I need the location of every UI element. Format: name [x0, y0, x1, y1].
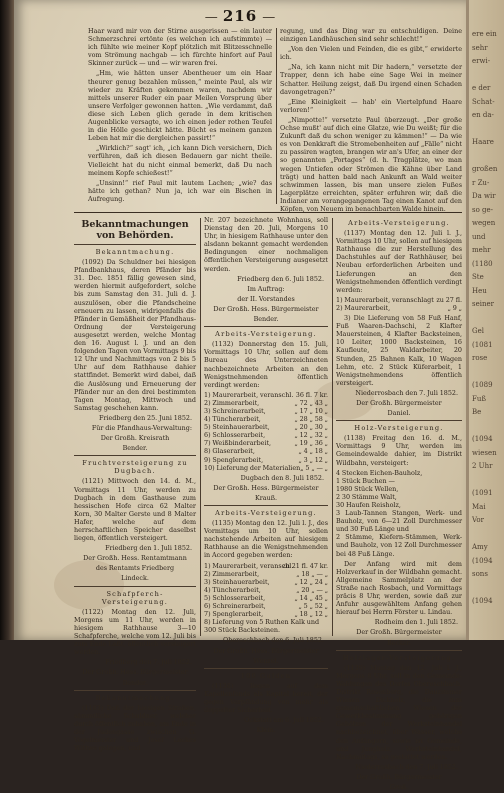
cost-item-label: 6) Schlosserarbeit,	[204, 431, 266, 440]
cost-item-amount: „ 4 „ 18 „	[298, 447, 328, 456]
adjacent-text-fragment: großen	[472, 165, 498, 173]
cost-list-item	[204, 456, 328, 464]
cost-list-item	[204, 464, 328, 472]
wood-list-item: 2 30 Stämme Walt,	[336, 492, 397, 501]
adjacent-text-fragment: Schat-	[472, 97, 495, 106]
cost-item-label: 3) Steinhauerarbeit,	[204, 577, 270, 586]
cost-list-item	[204, 586, 328, 594]
notice-text: 3) Die Lieferung von 58 Fuß Hanf, Fuß Waaren-Dachschi, 2 Klafter Mauersteinen, 4 Klafter Backsteinen, 10 Leiter, 1000 Backsteinen, 16 Kaufleute, 25 Waldarbeiter, 20 Stunden, 25 Bahnen Kalk, 10 Wagen Lehm, etc. 2 Stück Küferarbeit, 1 Wenigstnehmendens öffentlich versteigert.	[336, 314, 462, 387]
adjacent-text-fragment: en da-	[472, 111, 494, 119]
notice-place-date: Niederrosbach den 7. Juli 1852.	[355, 762, 458, 771]
cost-item-amount: 36 fl. 7 kr.	[295, 390, 328, 399]
cost-list	[204, 562, 328, 635]
cost-list-item	[336, 296, 462, 304]
cost-list-item	[204, 415, 328, 423]
notice-place-date: Obereschbach den 6. Juli 1852.	[223, 636, 324, 645]
notice-text: (1138) Freitag den 16. d. M., Vormittags 9 Uhr, werden im Gemeindewalde dahier, im Distrikt Wildbahn, versteigert:	[336, 434, 462, 467]
notice-place-date: Niederrosbach den 7. Juli 1852.	[355, 388, 458, 397]
divider	[74, 455, 196, 456]
cost-item-amount: „ 17 „ 10 „	[294, 406, 328, 415]
adjacent-text-fragment: Amy	[472, 543, 488, 551]
wood-list-item: 30 Haufen Reisholz,	[336, 501, 401, 509]
cost-list-item	[204, 570, 328, 578]
divider	[204, 505, 328, 506]
cost-list-item	[204, 439, 328, 447]
notice-title: Holz-Versteigerung.	[354, 424, 444, 433]
cost-item-amount: „ 20 „ 30 „	[294, 423, 328, 432]
story-paragraph: „Na, ich kann nicht mit Dir hadern,“ versetzte der Trapper, denn ich habe eine Sage Wei in meiner Schatter. Heilung zeigst, daß Du irgend einen Schaden davongetragen?“	[280, 63, 462, 96]
story-column-left	[88, 27, 272, 205]
adjacent-text-fragment: Da wir	[472, 192, 496, 200]
adjacent-text-fragment: erwi-	[472, 57, 491, 65]
newspaper-page	[14, 0, 466, 791]
notice-place-date: Friedberg den 7. Juli 1852.	[105, 658, 192, 667]
page-header	[14, 6, 466, 26]
cost-item-label: 6) Schreinerarbeit,	[204, 602, 266, 611]
cost-item-label: 5) Steinhauerarbeit,	[204, 423, 270, 432]
adjacent-text-fragment: Ste	[472, 273, 484, 281]
adjacent-text-fragment: wiesen	[472, 448, 497, 457]
divider	[204, 668, 328, 669]
cost-item-label: 5) Schlosserarbeit,	[204, 593, 266, 602]
cost-item-label: 2) Maurerarbeit,	[336, 303, 391, 312]
notice-title: Arbeits-Versteigerung.	[215, 330, 317, 339]
notice-signature: Becker.	[386, 638, 412, 647]
cost-list-item	[204, 423, 328, 431]
header-dash-left: —	[204, 10, 218, 25]
cost-item-amount: „ 18 „ 12 „	[294, 610, 328, 619]
notice-signature: Im Auftrag:	[247, 284, 285, 293]
notice-signature: Wenzel.	[253, 656, 279, 665]
adjacent-text-fragment: rose	[472, 354, 488, 362]
cost-item-amount: „ 19 „ 36 „	[294, 439, 328, 448]
cost-item-label: 1) Maurerarbeit, veranschl.	[204, 561, 294, 570]
cost-item-amount: „ 12 „ 32 „	[294, 431, 328, 440]
notice-title: Bekanntmachung.	[95, 693, 175, 702]
notice-signature: Lindeck.	[121, 574, 149, 583]
cost-list-item	[204, 407, 328, 415]
adjacent-text-fragment: (1089	[472, 381, 493, 389]
notice-title: Arbeits-Versteigerung.	[215, 509, 317, 517]
cost-list	[336, 296, 462, 312]
story-paragraph: „Von den Vielen und Feinden, die es gibt,“ erwiderte ich.	[280, 45, 462, 62]
adjacent-text-fragment: (1091	[472, 489, 493, 497]
notice-title: Arbeits-Versteigerung.	[348, 219, 450, 227]
cost-list-item	[204, 626, 328, 634]
adjacent-text-fragment: so ge-	[472, 205, 494, 214]
adjacent-text-fragment: seiner	[472, 300, 494, 308]
story-paragraph: regung, und das Ding war zu entschuldigen. Deine einzigen Landhäuschen sind sehr schlecht!“	[280, 27, 462, 44]
adjacent-text-fragment: r Zu-	[472, 178, 490, 187]
notice-signature: Der Großh. Kreisrath	[100, 434, 170, 443]
cost-item-label: 300 Stück Backsteinen.	[204, 626, 281, 635]
story-paragraph: „Nimpotte!“ versetzte Paul überzeugt. „Der große Ochse mußt' auf dich eine Glatze, wie Du weißt; für die Zukunft daß du schon weniger zu kämmen!“ — Da wie es von Denkkraft die Stromebenheiten auf „Fälle“ nicht zu passiren wagten, brangen wir an's Ufer, an einer der so genannten „Portages“ (d. h. Tragplätze, wo man wegen Untiefen oder Strömen die Kähne über Land trägt) und hatten bald nach Ankunft an Wald weiter schwimmen lassen, bis man unsere zielen Fußes Lagerplätze erreichten, später erfuhren wir, daß die Indianer am vorangegangenen Tag einen Kanot auf den Köpfen, von Neuem im benachbarten Walde hinein.	[280, 115, 462, 213]
divider	[336, 420, 462, 421]
divider	[74, 690, 196, 691]
notice-text: (1136) liegen auf dem Kapellenfonds als Kapital bereit, der gegen Verpfändung von mehr als doppelter Sicherheit.	[204, 681, 328, 715]
header-dash-right: —	[262, 10, 276, 25]
adjacent-text-fragment: und	[472, 232, 486, 241]
notice-title: Fruchtversteigerung zu Dugbach.	[82, 459, 188, 476]
divider	[336, 650, 462, 651]
notice-signature: Der Großh. Hess. Bürgermeister	[213, 483, 319, 492]
notice-place-date: Friedberg den 25. Juni 1852.	[98, 413, 192, 422]
wood-list-item: 1 Stück Buchen —	[336, 476, 395, 485]
notice-place-date: Friedberg den 6. Juli 1852.	[237, 274, 324, 283]
cost-list-item	[204, 562, 328, 570]
notice-place-date: Friedberg den 1. Juli 1852.	[105, 544, 192, 553]
cost-item-amount: zu 21 fl. 47 kr.	[282, 561, 328, 570]
notice-signature: Der Großh. Hess. Bürgermeister	[213, 304, 319, 313]
notice-text: (1122) Montag den 12. Juli, Morgens um 11 Uhr, werden in hiesigem Rathhause 3—10 Schafpferche, welche vom 12. Juli bis zum Ende Laßt, öffentlich versteigert werden.	[74, 607, 196, 657]
divider	[74, 244, 196, 245]
cost-item-label: 3) Schreinerarbeit,	[204, 406, 266, 415]
cost-item-amount: „ 18 „ — „	[296, 569, 328, 578]
adjacent-text-fragment: Gel	[472, 327, 484, 335]
cost-item-label: 7) Weißbinderarbeit,	[204, 439, 272, 448]
notice-title: Holzlager-Versteigerung.	[342, 653, 456, 662]
cost-list	[204, 391, 328, 472]
adjacent-text-fragment: 2 Uhr	[472, 462, 493, 470]
adjacent-text-fragment: (1081	[472, 340, 493, 349]
notice-text: (1132) Donnerstag den 15. Juli, Vormittags 10 Uhr, sollen auf dem Bureau des Unterzeichneten nachbezeichnete Arbeiten an den Wenigstnehmenden öffentlich verdingt werden:	[204, 340, 328, 389]
notice-title: 100 Gulden	[240, 671, 292, 680]
notice-text: (1121) Mittwoch den 14. d. M., Vormittags 11 Uhr, werden zu Dugbach in dem Gasthause zum hessischen Hofe circa 62 Malter Korn, 30 Malter Gerste und 8 Malter Hafer, welche auf dem herrschaftlichen Speicher daselbst liegen, öffentlich versteigert.	[74, 477, 196, 543]
notice-text: (1137) Montag den 12. Juli l. J., Vormittags 10 Uhr, sollen auf hiesigem Rathhause die zur Herstellung des Dachstuhles auf der Rathhäuser, bei Neubau erforderlichen Arbeiten und Lieferungen an den Wenigstnehmenden öffentlich verdingt werden:	[336, 229, 462, 294]
notice-text: (1139) Montag den 12. Juli l. J., Morgens 8 Uhr, soll in den Gemeinde-Waldungen des Dorfes Obereschbach, Distrikt Rosenberg, die Dauzimmer Wiesen Dickholz, die zum gemeinschaftlichen Wiesen der Gewerkbestimmung gehörigen Gehölzen der Werksteinhandel nachbezeichnet, über Wasser, welche den Anfängern, sowie ist Gemeinde, und Jungholz, Werksteinhandel, Nachmittags, so gestattet werden.	[336, 663, 462, 761]
cost-item-label: 9) Spenglerarbeit,	[204, 455, 264, 464]
adjacent-text-fragment: Mai	[472, 502, 486, 511]
adjacent-text-fragment: (1180	[472, 259, 493, 268]
divider	[74, 586, 196, 587]
cost-item-amount: „ 3 „ 12 „	[298, 455, 328, 464]
notice-signature: Groß.	[389, 783, 409, 791]
adjacent-page-edge	[466, 0, 504, 640]
notice-place-date: Dugbach den 8. Juli 1852.	[240, 473, 324, 482]
notice-signature: Der Großh. Bürgermeister	[356, 628, 442, 637]
cost-list-item	[204, 399, 328, 407]
adjacent-text-fragment: e der	[472, 84, 491, 92]
cost-item-amount: „ 14 „ 45 „	[294, 593, 328, 602]
notice-text: Der Anfang wird mit dem Holzverkauf in der Wildbahn gemacht. Allgemeine Sammelplatz an der Straße nach Rosbach, und Vormittags präcis 8 Uhr, werden, sowie daß zur Anfuhr ausgewähltem Anfang gehen hierauf bei Herrn Förster u. Lindau.	[336, 559, 462, 617]
adjacent-text-fragment: Fuß	[472, 394, 487, 403]
notice-signature: Krauß.	[254, 493, 278, 502]
notice-signature: Der Großh. Hess. Rentamtmann	[83, 554, 187, 563]
cost-list-item	[204, 447, 328, 455]
column-divider	[200, 218, 201, 636]
wood-list-item: 3 Laub-Tannen Stangen, Werk- und Bauholz, von 6—21 Zoll Durchmesser und 30 Fuß Länge und	[336, 509, 462, 534]
cost-item-label: 8) Lieferung von 5 Ruthen Kalk und	[204, 618, 320, 627]
notice-signature: Der Großh. Hess. Bürgermeister	[213, 646, 319, 655]
cost-item-label: 4) Tüncherarbeit,	[204, 585, 261, 594]
column-divider	[276, 28, 277, 204]
cost-item-amount: „ 28 „ 58 „	[294, 415, 328, 424]
notice-place-date: Rodheim den 1. Juli 1852.	[374, 618, 458, 627]
cost-item-label: 2) Zimmerarbeit,	[204, 398, 260, 407]
adjacent-text-fragment: wegen	[472, 219, 496, 227]
cost-item-amount: „ 20 „ — „	[296, 585, 328, 594]
cost-item-label: 10) Lieferung der Materialien,	[204, 463, 303, 472]
cost-list-item	[204, 610, 328, 618]
cost-item-label: 2) Zimmerarbeit,	[204, 569, 260, 578]
notice-signature: des Rentamts Friedberg	[95, 564, 175, 573]
section-rule	[74, 212, 462, 213]
cost-item-amount: „ 5 „ 52 „	[298, 602, 328, 611]
notice-signature: Daniel.	[387, 409, 411, 418]
notices-column-2	[204, 216, 328, 736]
story-paragraph: „Wirklich?“ sagt' ich, „ich kann Dich versichern, Dich verführen, daß ich diesen Bedauern gar nicht theile. Vielleicht hat du nicht einmal bemerkt, daß Du nach meinem Kopfe schießest!“	[88, 144, 272, 177]
section-heading: Bekanntmachungen von Behörden.	[81, 219, 189, 241]
adjacent-text-fragment: (1094	[472, 556, 493, 565]
cost-item-label: 8) Glaserarbeit,	[204, 447, 255, 456]
adjacent-text-fragment: (1094	[472, 435, 493, 443]
wood-list-item: 2 Stämme, Kiefern-Stämmen, Werk- und Bauholz, von 12 Zoll Durchmesser bei 48 Fuß Länge.	[336, 533, 462, 558]
notices-column-3	[336, 216, 462, 793]
adjacent-text-fragment: sons	[472, 570, 488, 578]
cost-item-amount: „ 5 „ — „	[300, 463, 328, 472]
page-number: 216	[222, 7, 258, 25]
notice-signature: Der Großh. Bürgermeister	[356, 772, 442, 781]
notice-signature: Für die Pfandhaus-Verwaltung:	[91, 423, 192, 432]
notice-signature: der II. Vorstandes	[237, 294, 295, 303]
cost-item-label: 1) Maurerarbeit, veranschl.	[204, 390, 294, 399]
notice-signature: Bender.	[253, 315, 279, 324]
cost-item-amount: „ 9 „	[447, 303, 462, 312]
adjacent-text-fragment: ere ein	[472, 30, 497, 38]
notice-text: Nr. 207 bezeichnete Wohnhaus, soll Dienstag den 20. Juli, Morgens 10 Uhr, in hiesigem Rathhause unter den alsdann bekannt gemacht werdenden Bedingungen einer nochmaligen öffentlichen Versteigerung ausgesetzt werden.	[204, 216, 328, 273]
notice-signature: Klein.	[256, 726, 276, 735]
cost-item-label: 7) Spenglerarbeit,	[204, 610, 264, 619]
story-paragraph: „Unsinn!“ rief Paul mit lautem Lachen; „wie? das hätte ich gethan? Nun ja, ich war ein Bischen in Aufregung.	[88, 178, 272, 203]
cost-item-label: 1) Maurerarbeit, veranschlagt	[336, 295, 434, 304]
notice-signature: Der Großh. Bürgermeister	[356, 398, 442, 407]
story-paragraph: Haar ward mir von der Stirne ausgerissen — ein lauter Schmerzschrei ertönte (es welchen ich aufstimmte) — ich fühlte wie meiner Kopf plötzlich mit Blitzesschnelle vom Strömung nachgab — ich fürchte hinfort auf Paul Skinner zurück — und — wir waren frei.	[88, 27, 272, 68]
story-paragraph: „Eine Kleinigkeit — hab' ein Viertelpfund Haare verloren!“	[280, 97, 462, 114]
book-spine	[0, 0, 14, 640]
cost-item-amount: „ 72 „ 43 „	[294, 398, 328, 407]
cost-list-item	[204, 618, 328, 626]
notice-place-date: Ockstatt am 6. Juli 1852.	[244, 716, 324, 725]
notice-signature: Bender.	[122, 678, 148, 687]
notice-title: Schafpferch-Versteigerung.	[101, 589, 169, 606]
cost-list-item	[336, 304, 462, 312]
adjacent-text-fragment: mehr	[472, 246, 491, 254]
cost-item-amount: zu 27 fl.	[436, 295, 462, 304]
wood-list	[336, 469, 462, 558]
cost-item-amount: „ 12 „ 24 „	[294, 577, 328, 586]
adjacent-text-fragment: (1094	[472, 597, 493, 605]
adjacent-text-fragment: Be	[472, 408, 482, 416]
cost-list-item	[204, 391, 328, 399]
cost-list-item	[204, 578, 328, 586]
cost-list-item	[204, 594, 328, 602]
adjacent-text-fragment: sehr	[472, 43, 488, 52]
wood-list-item: 1980 Stück Wellen,	[336, 484, 399, 493]
wood-list-item: 4 Stecken Eichen-Bauholz,	[336, 468, 423, 477]
adjacent-text-fragment: Heu	[472, 286, 487, 295]
cost-list-item	[204, 431, 328, 439]
notice-title: Bekanntmachung.	[95, 248, 175, 256]
adjacent-text-fragment: Haare	[472, 138, 494, 146]
cost-list-item	[204, 602, 328, 610]
notice-text: (1135) Montag den 12. Juli l. J., des Vormittags um 10 Uhr, sollen nachstehende Arbeiten auf hiesigem Rathhause an die Wenigstnehmenden in Accord gegeben werden:	[204, 519, 328, 560]
cost-item-label: 4) Tüncherarbeit,	[204, 415, 261, 424]
story-paragraph: „Hm, wie hätten unser Abentheuer um ein Haar theurer genug bezahlen müssen,“ meinte Paul, als wir wieder zu Kräften gekommen waren, nachdem wir mittels unserer Ruder ein paar Meilen Vorsprung über unsere Verfolger gewonnen hatten. „Wie verdammt, daß diese sich Leben glich gerade in dem kritischen Augenblicke versagte, wo ich einen jeder rothen Teufel in die Hölle geschickt hätte. Bücht es meinem ganzen Leben hat mir die dergleichen passirt!“	[88, 69, 272, 143]
notice-signature: Der Großh. Hess. Bürgermeister	[82, 668, 188, 677]
notice-text: (1092) Da Schuldner bei hiesigen Pfandbankhaus, deren Pfänder bis 31. Dec. 1851 fällig gewesen sind, werden hiermit aufgefordert, solche bis zum Samstag den 31. Juli d. J. auszulösen, ober die Pfandscheine erneuern zu lassen, widrigenfalls die Pfänder in Gemäßheit der Pfandhaus-Ordnung der Versteigerung ausgesetzt werden, welche Montag den 16. August l. J. und an den folgenden Tagen von Vormittags 9 bis 12 Uhr und Nachmittags von 2 bis 5 Uhr auf dem Rathhause dahier stattfindet. Bemerkt wird dabei, daß die Auslösung und Erneuerung der Pfänder nur an den drei bestimmten Tagen Montag, Mittwoch und Samstag geschehen kann.	[74, 258, 196, 412]
notices-column-1	[74, 216, 196, 754]
divider	[204, 326, 328, 327]
adjacent-text-fragment: Vor	[472, 516, 484, 524]
notice-text: (1183) Daß der hiesigen Straßen, sämmtliche Schuldner, welcher durch öffentlich zuhaben, am Ende in der Judengasse zwischen G. Vogelmeister und Josef Leckes Wittwe gelegen, und	[74, 703, 196, 753]
story-column-right	[280, 27, 462, 215]
notice-signature: Bender.	[122, 444, 148, 453]
column-divider	[332, 218, 333, 636]
